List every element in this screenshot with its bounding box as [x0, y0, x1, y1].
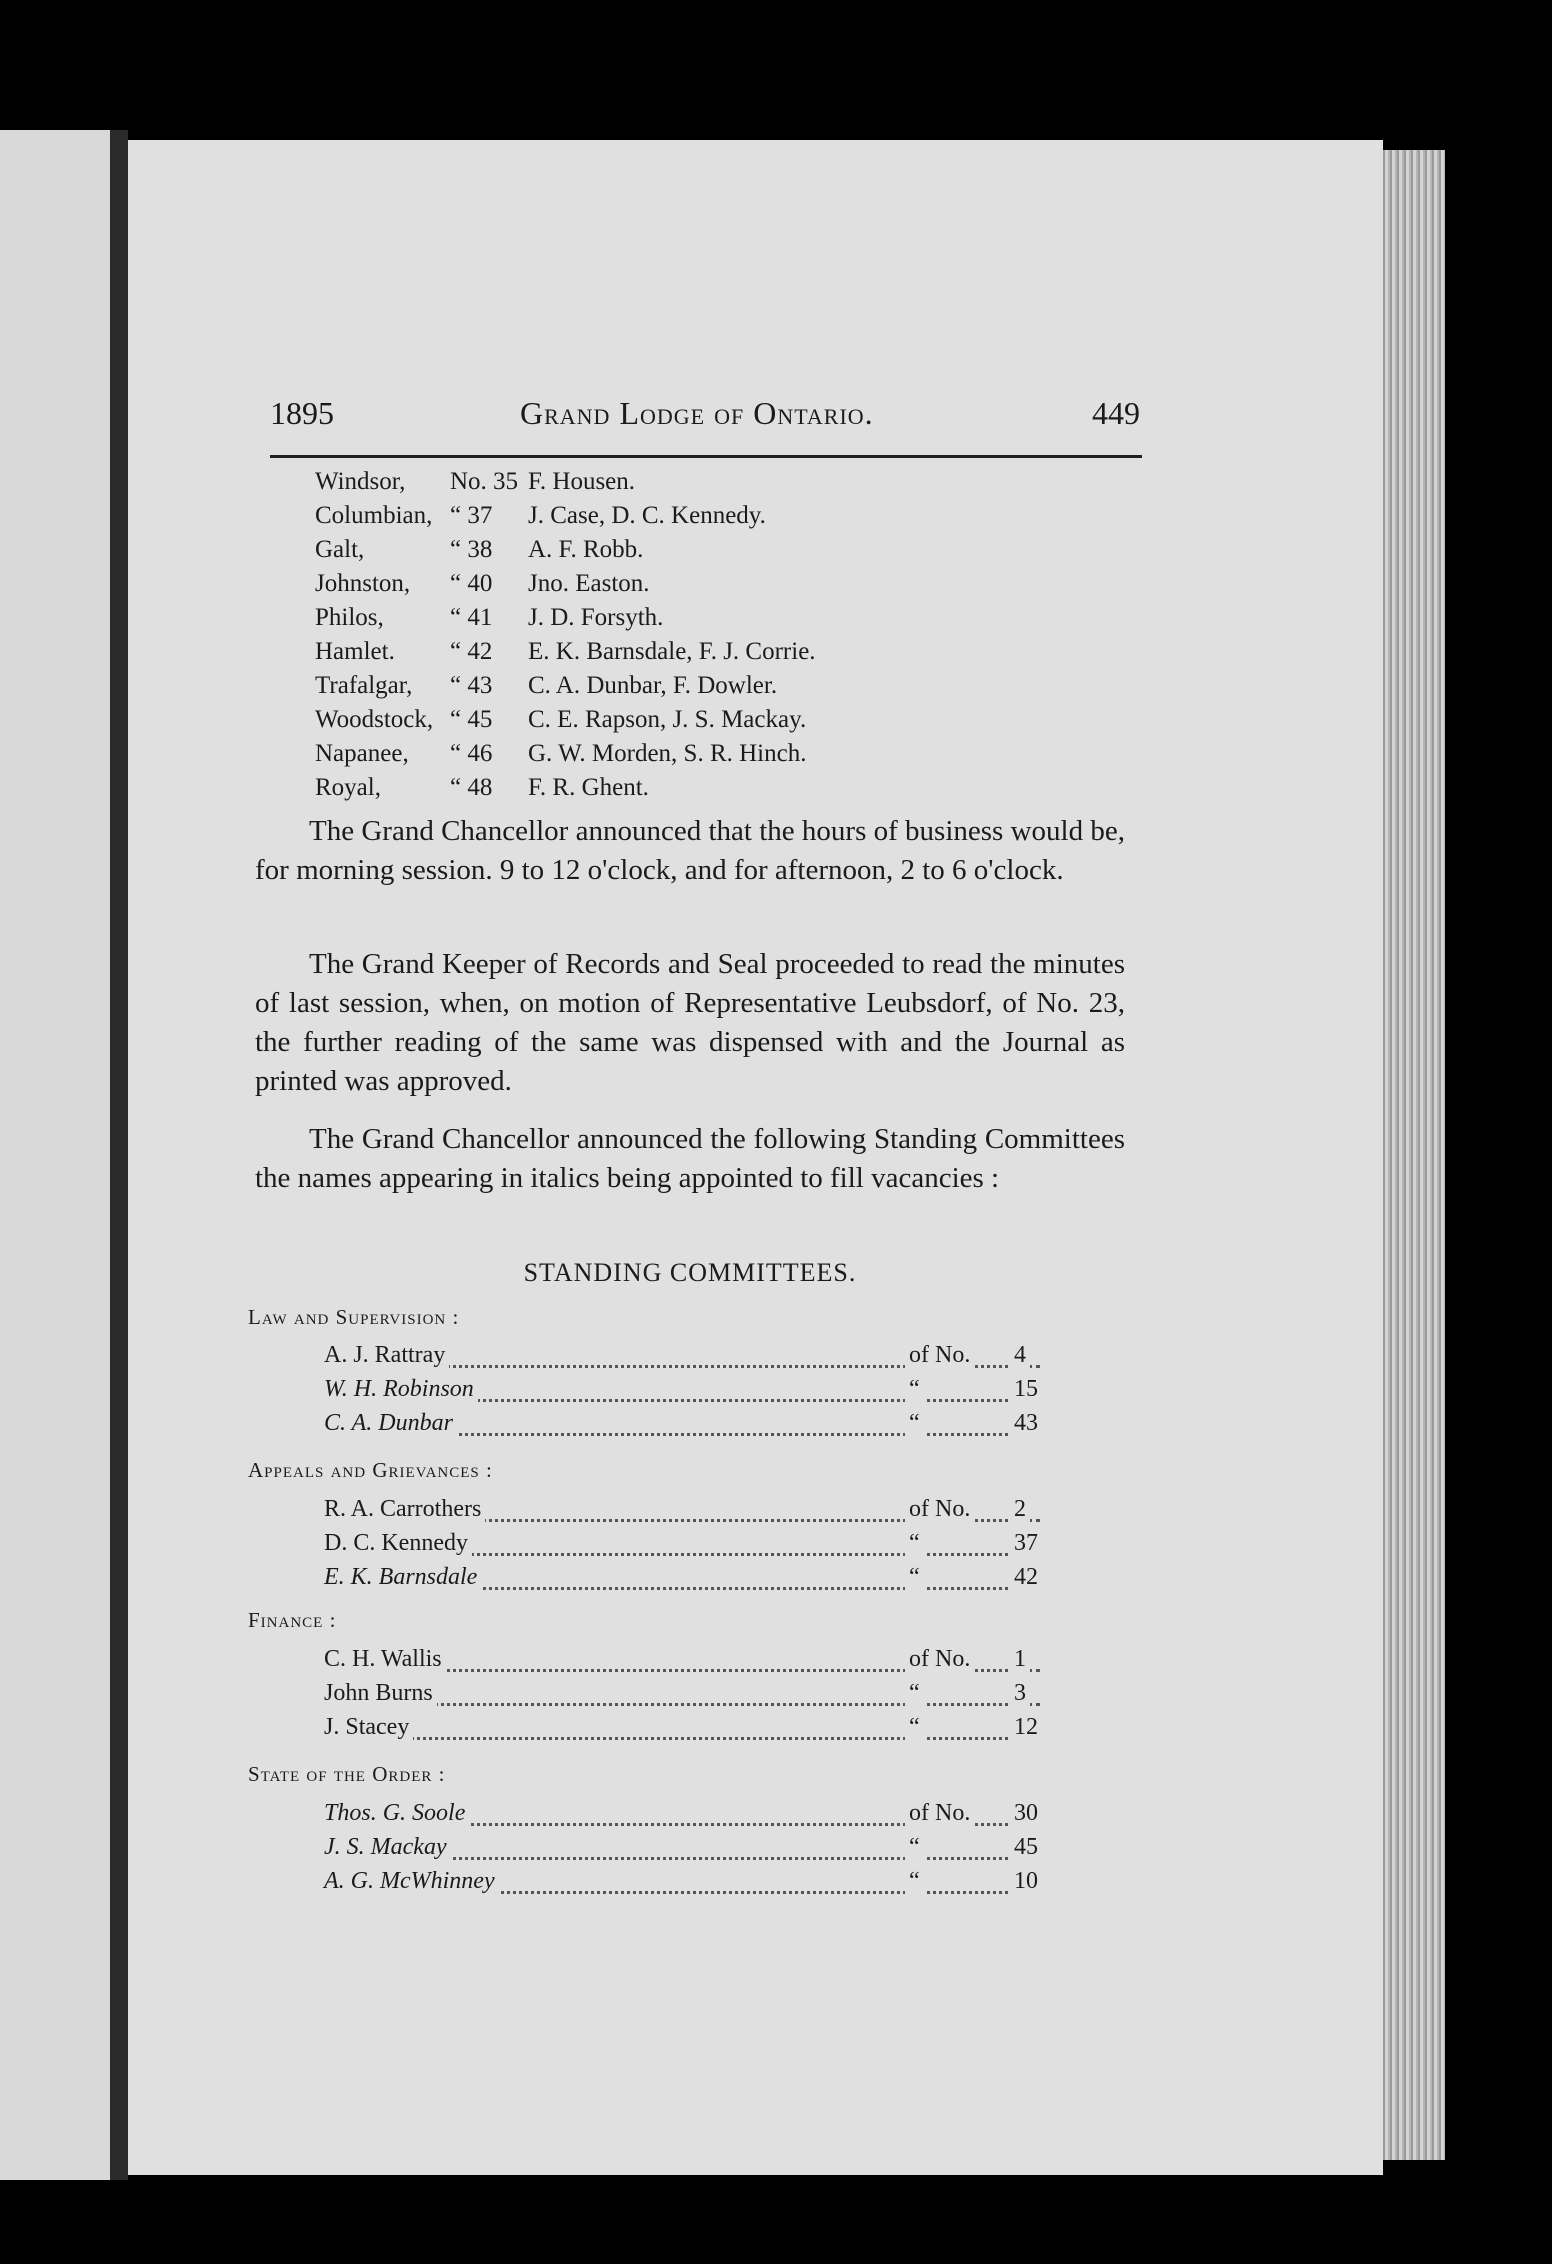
member-of: “: [905, 1410, 924, 1437]
member-of: “: [905, 1530, 924, 1557]
lodge-representatives: F. Housen.: [528, 468, 636, 495]
committee-member: [320, 1800, 1040, 1834]
lodge-number: “ 42: [450, 638, 493, 665]
member-of: “: [905, 1868, 924, 1895]
lodge-representatives: J. Case, D. C. Kennedy.: [528, 502, 766, 529]
paragraph-committees-announcement: The Grand Chancellor announced the following Standing Committees the names appearing in italics being appointed to fill vacancies :: [255, 1123, 1125, 1194]
lodge-representatives: G. W. Morden, S. R. Hinch.: [528, 740, 807, 767]
section-heading: State of the Order :: [248, 1762, 446, 1786]
lodge-row: [315, 706, 1035, 740]
member-of: of No.: [905, 1496, 974, 1523]
committee-member: [320, 1564, 1040, 1598]
page-edges: [1383, 150, 1445, 2160]
paragraph-minutes: The Grand Keeper of Records and Seal proceeded to read the minutes of last session, when, on motion of Representative Leubsdorf, of No. 23, the further reading of the same was dispensed with and the Journal as printed was approved.: [255, 948, 1125, 1097]
committee-member: [320, 1680, 1040, 1714]
member-lodge-number: 3: [1010, 1680, 1030, 1707]
lodge-name: Royal,: [315, 774, 381, 801]
member-name: D. C. Kennedy: [320, 1530, 472, 1557]
lodge-name: Trafalgar,: [315, 672, 413, 699]
member-name: W. H. Robinson: [320, 1376, 478, 1403]
member-of: “: [905, 1680, 924, 1707]
committee-member: [320, 1376, 1040, 1410]
lodge-row: [315, 502, 1035, 536]
member-name: C. A. Dunbar: [320, 1410, 457, 1437]
lodge-name: Columbian,: [315, 502, 433, 529]
lodge-number: “ 45: [450, 706, 493, 733]
header-year: 1895: [270, 395, 334, 431]
member-lodge-number: 37: [1010, 1530, 1042, 1557]
committee-member: [320, 1410, 1040, 1444]
member-name: John Burns: [320, 1680, 437, 1707]
lodge-representatives: C. A. Dunbar, F. Dowler.: [528, 672, 778, 699]
standing-committees-title: STANDING COMMITTEES.: [523, 1258, 857, 1287]
member-lodge-number: 4: [1010, 1342, 1030, 1369]
paragraph-session-hours: The Grand Chancellor announced that the hours of business would be, for morning session. 9 to 12 o'clock, and for afternoon, 2 to 6 o'clock.: [255, 815, 1125, 886]
member-lodge-number: 1: [1010, 1646, 1030, 1673]
member-of: “: [905, 1376, 924, 1403]
lodge-name: Napanee,: [315, 740, 409, 767]
lodge-number: No. 35: [450, 468, 519, 495]
member-of: “: [905, 1714, 924, 1741]
lodge-name: Galt,: [315, 536, 365, 563]
lodge-representatives: Jno. Easton.: [528, 570, 650, 597]
lodge-representatives: A. F. Robb.: [528, 536, 644, 563]
book-gutter: [110, 130, 128, 2180]
lodge-name: Johnston,: [315, 570, 411, 597]
lodge-representatives: C. E. Rapson, J. S. Mackay.: [528, 706, 807, 733]
lodge-name: Hamlet.: [315, 638, 395, 665]
lodge-row: [315, 604, 1035, 638]
committee-member: [320, 1530, 1040, 1564]
member-lodge-number: 2: [1010, 1496, 1030, 1523]
header-title: Grand Lodge of Ontario.: [520, 395, 874, 431]
lodge-number: “ 41: [450, 604, 493, 631]
committee-member: [320, 1496, 1040, 1530]
facing-page-edge: [0, 130, 110, 2180]
lodge-row: [315, 638, 1035, 672]
member-name: Thos. G. Soole: [320, 1800, 469, 1827]
member-name: C. H. Wallis: [320, 1646, 446, 1673]
lodge-number: “ 43: [450, 672, 493, 699]
lodge-list: [315, 468, 1035, 808]
lodge-number: “ 46: [450, 740, 493, 767]
lodge-name: Windsor,: [315, 468, 406, 495]
committee-member: [320, 1834, 1040, 1868]
lodge-number: “ 40: [450, 570, 493, 597]
running-header: [270, 395, 1140, 445]
page-number: 449: [1092, 395, 1140, 431]
lodge-name: Woodstock,: [315, 706, 434, 733]
member-of: of No.: [905, 1646, 974, 1673]
lodge-name: Philos,: [315, 604, 384, 631]
committee-member: [320, 1714, 1040, 1748]
member-lodge-number: 12: [1010, 1714, 1042, 1741]
lodge-row: [315, 740, 1035, 774]
lodge-row: [315, 468, 1035, 502]
lodge-number: “ 48: [450, 774, 493, 801]
member-name: J. S. Mackay: [320, 1834, 451, 1861]
lodge-number: “ 37: [450, 502, 493, 529]
lodge-representatives: E. K. Barnsdale, F. J. Corrie.: [528, 638, 816, 665]
member-name: J. Stacey: [320, 1714, 413, 1741]
member-lodge-number: 45: [1010, 1834, 1042, 1861]
member-lodge-number: 30: [1010, 1800, 1042, 1827]
section-heading: Finance :: [248, 1608, 337, 1632]
member-lodge-number: 15: [1010, 1376, 1042, 1403]
section-heading: Law and Supervision :: [248, 1305, 460, 1329]
member-of: of No.: [905, 1342, 974, 1369]
dot-leader: [320, 1737, 1040, 1740]
committee-member: [320, 1646, 1040, 1680]
committee-member: [320, 1868, 1040, 1902]
member-of: “: [905, 1564, 924, 1591]
member-name: A. G. McWhinney: [320, 1868, 499, 1895]
member-of: of No.: [905, 1800, 974, 1827]
lodge-row: [315, 774, 1035, 808]
committee-member: [320, 1342, 1040, 1376]
member-lodge-number: 43: [1010, 1410, 1042, 1437]
lodge-representatives: F. R. Ghent.: [528, 774, 649, 801]
member-of: “: [905, 1834, 924, 1861]
lodge-representatives: J. D. Forsyth.: [528, 604, 664, 631]
header-rule: [270, 455, 1142, 458]
lodge-number: “ 38: [450, 536, 493, 563]
member-name: E. K. Barnsdale: [320, 1564, 481, 1591]
lodge-row: [315, 570, 1035, 604]
member-lodge-number: 10: [1010, 1868, 1042, 1895]
member-name: R. A. Carrothers: [320, 1496, 485, 1523]
section-heading: Appeals and Grievances :: [248, 1458, 493, 1482]
lodge-row: [315, 672, 1035, 706]
lodge-row: [315, 536, 1035, 570]
member-name: A. J. Rattray: [320, 1342, 449, 1369]
member-lodge-number: 42: [1010, 1564, 1042, 1591]
